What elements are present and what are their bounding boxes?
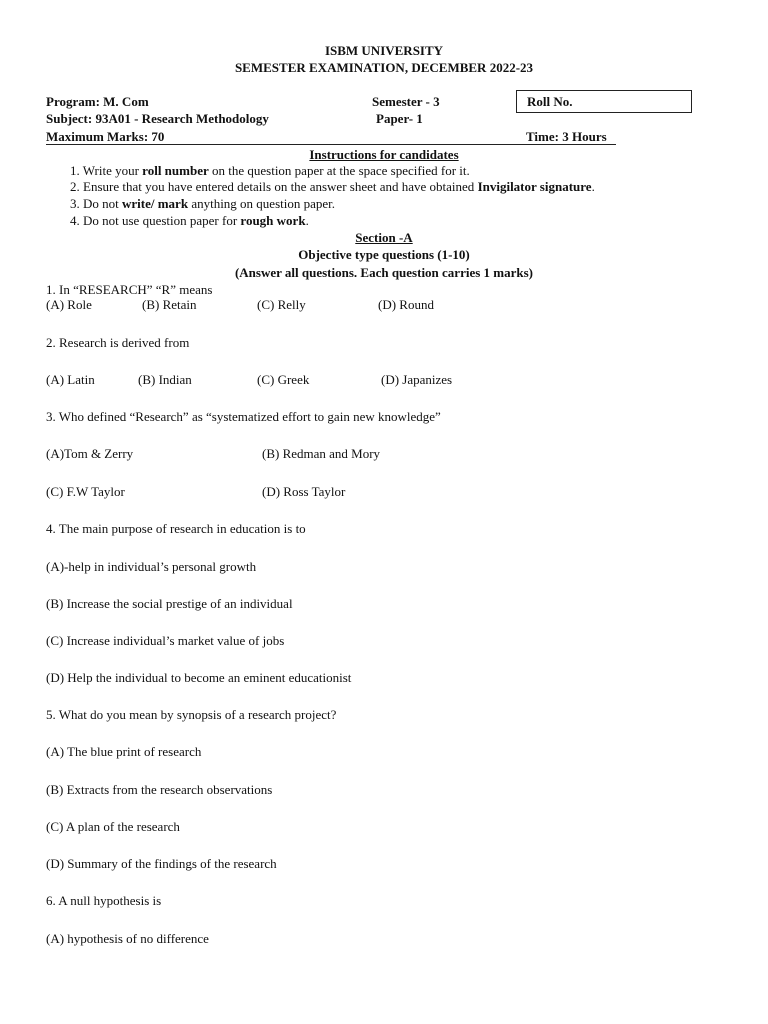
instruction-emphasis: Invigilator signature: [477, 179, 592, 194]
instruction-text: .: [591, 179, 595, 194]
section-note: (Answer all questions. Each question carries 1 marks): [234, 265, 534, 280]
instruction-text: Do not: [83, 196, 122, 211]
q1-option-c: (C) Relly: [257, 297, 306, 312]
instruction-number: 2.: [70, 179, 80, 194]
q1-option-b: (B) Retain: [142, 297, 197, 312]
header-divider: [46, 144, 616, 145]
question-6: 6. A null hypothesis is: [46, 893, 162, 908]
q3-option-a: (A)Tom & Zerry: [46, 446, 134, 461]
q5-option-d: (D) Summary of the findings of the research: [46, 856, 277, 871]
instruction-text: on the question paper at the space specified for it.: [208, 163, 470, 178]
q1-option-d: (D) Round: [378, 297, 434, 312]
question-1: 1. In “RESEARCH” “R” means: [46, 282, 213, 297]
paper-label: Paper- 1: [376, 111, 423, 126]
q5-option-a: (A) The blue print of research: [46, 744, 202, 759]
roll-number-label: Roll No.: [527, 94, 573, 109]
instruction-item: [70, 179, 595, 195]
instruction-text: Write your: [82, 163, 143, 178]
q4-option-b: (B) Increase the social prestige of an individual: [46, 596, 293, 611]
instruction-text: .: [305, 213, 309, 228]
instruction-emphasis: roll number: [142, 163, 209, 178]
question-5: 5. What do you mean by synopsis of a research project?: [46, 707, 337, 722]
instruction-item: [70, 213, 309, 229]
instruction-number: 3.: [70, 196, 80, 211]
q4-option-a: (A)-help in individual’s personal growth: [46, 559, 257, 574]
roll-number-box[interactable]: [516, 90, 692, 113]
exam-title: SEMESTER EXAMINATION, DECEMBER 2022-23: [234, 60, 534, 75]
q5-option-c: (C) A plan of the research: [46, 819, 180, 834]
university-title: ISBM UNIVERSITY: [324, 43, 444, 58]
semester-label: Semester - 3: [372, 94, 440, 109]
q3-option-d: (D) Ross Taylor: [262, 484, 346, 499]
instruction-emphasis: rough work: [240, 213, 306, 228]
q2-option-d: (D) Japanizes: [381, 372, 453, 387]
instruction-item: [70, 196, 335, 212]
section-subtitle: Objective type questions (1-10): [298, 247, 470, 262]
subject-label: Subject: 93A01 - Research Methodology: [46, 111, 269, 126]
q2-option-a: (A) Latin: [46, 372, 95, 387]
q3-option-c: (C) F.W Taylor: [46, 484, 125, 499]
q1-option-a: (A) Role: [46, 297, 92, 312]
instruction-text: anything on question paper.: [188, 196, 336, 211]
instructions-heading: Instructions for candidates: [309, 147, 459, 162]
instruction-text: Do not use question paper for: [83, 213, 241, 228]
instruction-item: [70, 163, 470, 179]
q4-option-d: (D) Help the individual to become an eminent educationist: [46, 670, 352, 685]
max-marks-label: Maximum Marks: 70: [46, 129, 165, 144]
question-3: 3. Who defined “Research” as “systematized effort to gain new knowledge”: [46, 409, 441, 424]
question-4: 4. The main purpose of research in education is to: [46, 521, 306, 536]
instruction-emphasis: write/ mark: [122, 196, 189, 211]
section-title: Section -A: [355, 230, 413, 245]
instruction-text: Ensure that you have entered details on the answer sheet and have obtained: [83, 179, 478, 194]
q3-option-b: (B) Redman and Mory: [262, 446, 381, 461]
q4-option-c: (C) Increase individual’s market value of jobs: [46, 633, 285, 648]
instruction-number: 1.: [70, 163, 80, 178]
time-label: Time: 3 Hours: [526, 129, 607, 144]
q6-option-a: (A) hypothesis of no difference: [46, 931, 209, 946]
instruction-number: 4.: [70, 213, 80, 228]
program-label: Program: M. Com: [46, 94, 149, 109]
q2-option-c: (C) Greek: [257, 372, 310, 387]
q2-option-b: (B) Indian: [138, 372, 192, 387]
question-2: 2. Research is derived from: [46, 335, 190, 350]
q5-option-b: (B) Extracts from the research observations: [46, 782, 273, 797]
